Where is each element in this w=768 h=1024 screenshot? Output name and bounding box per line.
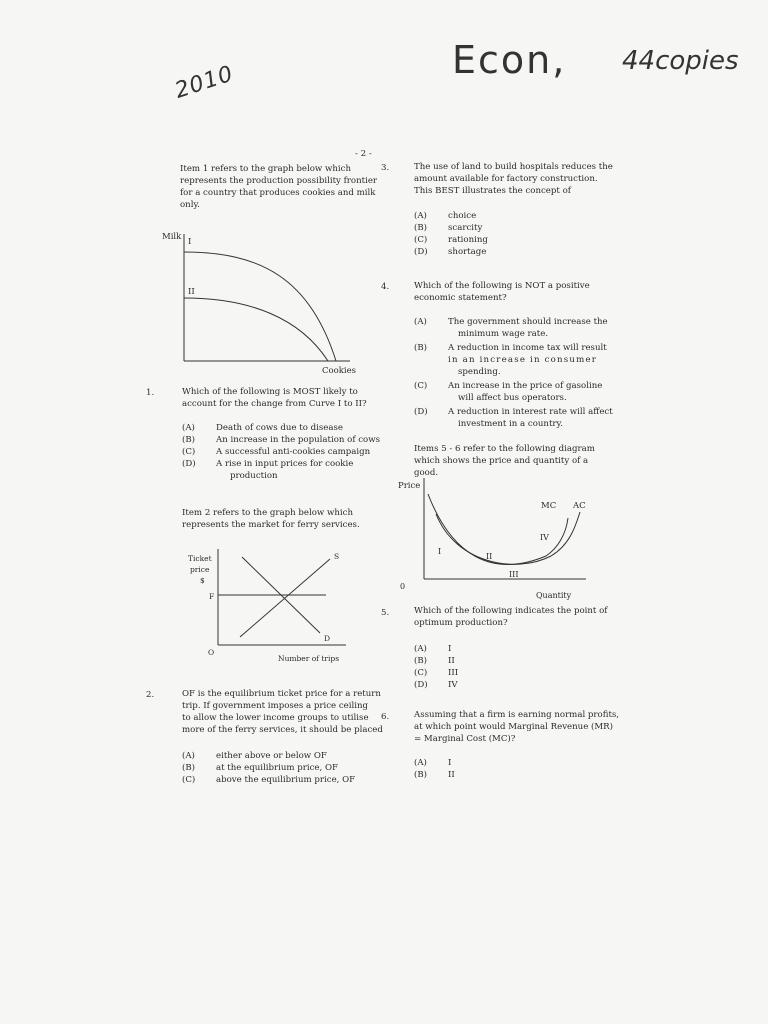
q1-stem [182,386,382,410]
q2-number: 2. [146,690,155,700]
stem-line: trip. If government imposes a price ceiling [182,701,369,711]
stem-line: Which of the following is MOST likely to [182,387,358,397]
ferry-market-graph [186,545,376,670]
option-text: above the equilibrium price, OF [216,775,356,785]
supply-label: S [334,552,340,561]
ac-curve [436,512,580,564]
option-text: in an increase in consumer [448,355,598,365]
origin-label: O [208,648,215,657]
stem-line: economic statement? [414,293,507,303]
origin-label: 0 [400,582,406,591]
q5-number: 5. [381,608,390,618]
option-b[interactable] [414,769,534,781]
option-text: IV [448,680,458,690]
item1-intro [180,163,380,211]
option-text: A reduction in interest rate will affect [448,407,613,417]
option-text: II [448,770,455,780]
option-letter: (A) [414,211,427,221]
point-ii-label: II [486,552,493,561]
stem-line: amount available for factory construction. [414,174,598,184]
handwritten-subject: Econ, [452,38,567,82]
option-text: investment in a country. [458,419,563,429]
curve-ii-label: II [188,287,195,297]
price-f-label: F [209,592,215,601]
curve-i [184,252,336,361]
stem-line: Which of the following indicates the point of [414,606,608,616]
market-ylabel-1: Ticket [188,554,212,563]
handwritten-year: 2010 [172,61,237,104]
q5-options [414,643,534,691]
option-a[interactable] [414,757,534,769]
option-text: I [448,644,452,654]
option-letter: (B) [182,763,196,773]
stem-line: OF is the equilibrium ticket price for a return [182,689,381,699]
q3-stem [414,161,614,197]
option-text: shortage [448,247,487,257]
market-ylabel-2: price [190,565,210,574]
option-d[interactable] [414,679,534,691]
stem-line: at which point would Marginal Revenue (MR) [414,722,613,732]
option-d[interactable] [182,458,382,482]
stem-line: to allow the lower income groups to utilise [182,713,369,723]
supply-curve [240,559,330,637]
stem-line: account for the change from Curve I to II? [182,399,367,409]
option-text: rationing [448,235,488,245]
option-text: A reduction in income tax will result [448,343,607,353]
option-c[interactable] [414,380,614,404]
q6-options [414,757,534,781]
option-letter: (A) [414,644,427,654]
option-text: either above or below OF [216,751,327,761]
item2-intro [182,507,392,531]
option-letter: (B) [414,656,428,666]
intro-line: only. [180,200,200,210]
market-xlabel: Number of trips [278,654,340,663]
option-letter: (B) [182,435,196,445]
option-letter: (B) [414,770,428,780]
intro-line: which shows the price and quantity of a good. [414,456,589,478]
stem-line: This BEST illustrates the concept of [414,186,571,196]
option-c[interactable] [414,234,614,246]
option-text: will affect bus operators. [458,393,567,403]
q3-options [414,210,614,258]
q4-number: 4. [381,282,390,292]
option-letter: (D) [414,680,428,690]
option-letter: (C) [182,775,196,785]
option-text: An increase in the price of gasoline [448,381,603,391]
option-text: production [230,471,278,481]
ppf-xlabel: Cookies [322,366,356,376]
ac-label: AC [573,501,586,511]
option-a[interactable] [414,316,614,340]
option-text: II [448,656,455,666]
intro-line: Items 5 - 6 refer to the following diagram [414,444,595,454]
page-number: - 2 - [355,149,372,159]
option-d[interactable] [414,406,614,430]
option-letter: (C) [414,668,428,678]
option-text: Death of cows due to disease [216,423,343,433]
option-a[interactable] [182,750,392,762]
option-letter: (C) [182,447,196,457]
mc-label: MC [541,501,557,511]
stem-line: optimum production? [414,618,508,628]
option-text: minimum wage rate. [458,329,549,339]
option-a[interactable] [182,422,382,434]
option-letter: (B) [414,223,428,233]
stem-line: more of the ferry services, it should be placed [182,725,383,735]
option-c[interactable] [182,774,392,786]
intro-line: Item 2 refers to the graph below which [182,508,353,518]
option-letter: (A) [182,751,195,761]
option-letter: (C) [414,381,428,391]
ppf-graph [160,228,375,378]
option-a[interactable] [414,210,614,222]
option-c[interactable] [182,446,382,458]
option-b[interactable] [414,342,614,378]
option-letter: (C) [414,235,428,245]
option-text: III [448,668,459,678]
point-iv-label: IV [540,533,549,542]
q1-number: 1. [146,388,155,398]
q6-number: 6. [381,712,390,722]
point-i-label: I [438,547,442,556]
ppf-ylabel: Milk [162,232,182,242]
option-letter: (A) [414,758,427,768]
option-text: An increase in the population of cows [216,435,380,445]
point-iii-label: III [509,570,519,579]
option-b[interactable] [414,655,534,667]
intro-line: represents the market for ferry services. [182,520,360,530]
market-ylabel-3: $ [200,576,205,585]
stem-line: Assuming that a firm is earning normal profits, [414,710,620,720]
intro-line: represents the production possibility frontier [180,176,378,186]
option-text: scarcity [448,223,483,233]
stem-line: Which of the following is NOT a positive [414,281,590,291]
option-c[interactable] [414,667,534,679]
intro-line: Item 1 refers to the graph below which [180,164,351,174]
option-text: choice [448,211,477,221]
option-text: A successful anti-cookies campaign [216,447,371,457]
cost-curves-graph [396,474,596,604]
q3-number: 3. [381,163,390,173]
option-letter: (D) [182,459,196,469]
q2-stem [182,688,392,736]
option-b[interactable] [414,222,614,234]
curve-i-label: I [188,237,192,247]
stem-line: The use of land to build hospitals reduces the [414,162,613,172]
q2-options [182,750,392,786]
cost-xlabel: Quantity [536,591,572,600]
cost-ylabel: Price [398,481,421,491]
option-text: The government should increase the [448,317,608,327]
q1-options [182,422,382,482]
intro-line: for a country that produces cookies and milk [180,188,376,198]
option-letter: (D) [414,407,428,417]
option-text: at the equilibrium price, OF [216,763,338,773]
q5-stem [414,605,614,629]
demand-label: D [324,634,331,643]
option-letter: (A) [182,423,195,433]
curve-ii [184,298,328,361]
handwritten-copies: 44copies [622,46,739,76]
option-letter: (D) [414,247,428,257]
option-a[interactable] [414,643,534,655]
option-text: A rise in input prices for cookie [216,459,354,469]
option-letter: (B) [414,343,428,353]
option-b[interactable] [182,762,392,774]
q4-options [414,316,614,430]
option-text: I [448,758,452,768]
stem-line: = Marginal Cost (MC)? [414,734,516,744]
option-b[interactable] [182,434,382,446]
q4-stem [414,280,614,304]
option-letter: (A) [414,317,427,327]
option-d[interactable] [414,246,614,258]
option-text: spending. [458,367,501,377]
q6-stem [414,709,624,745]
